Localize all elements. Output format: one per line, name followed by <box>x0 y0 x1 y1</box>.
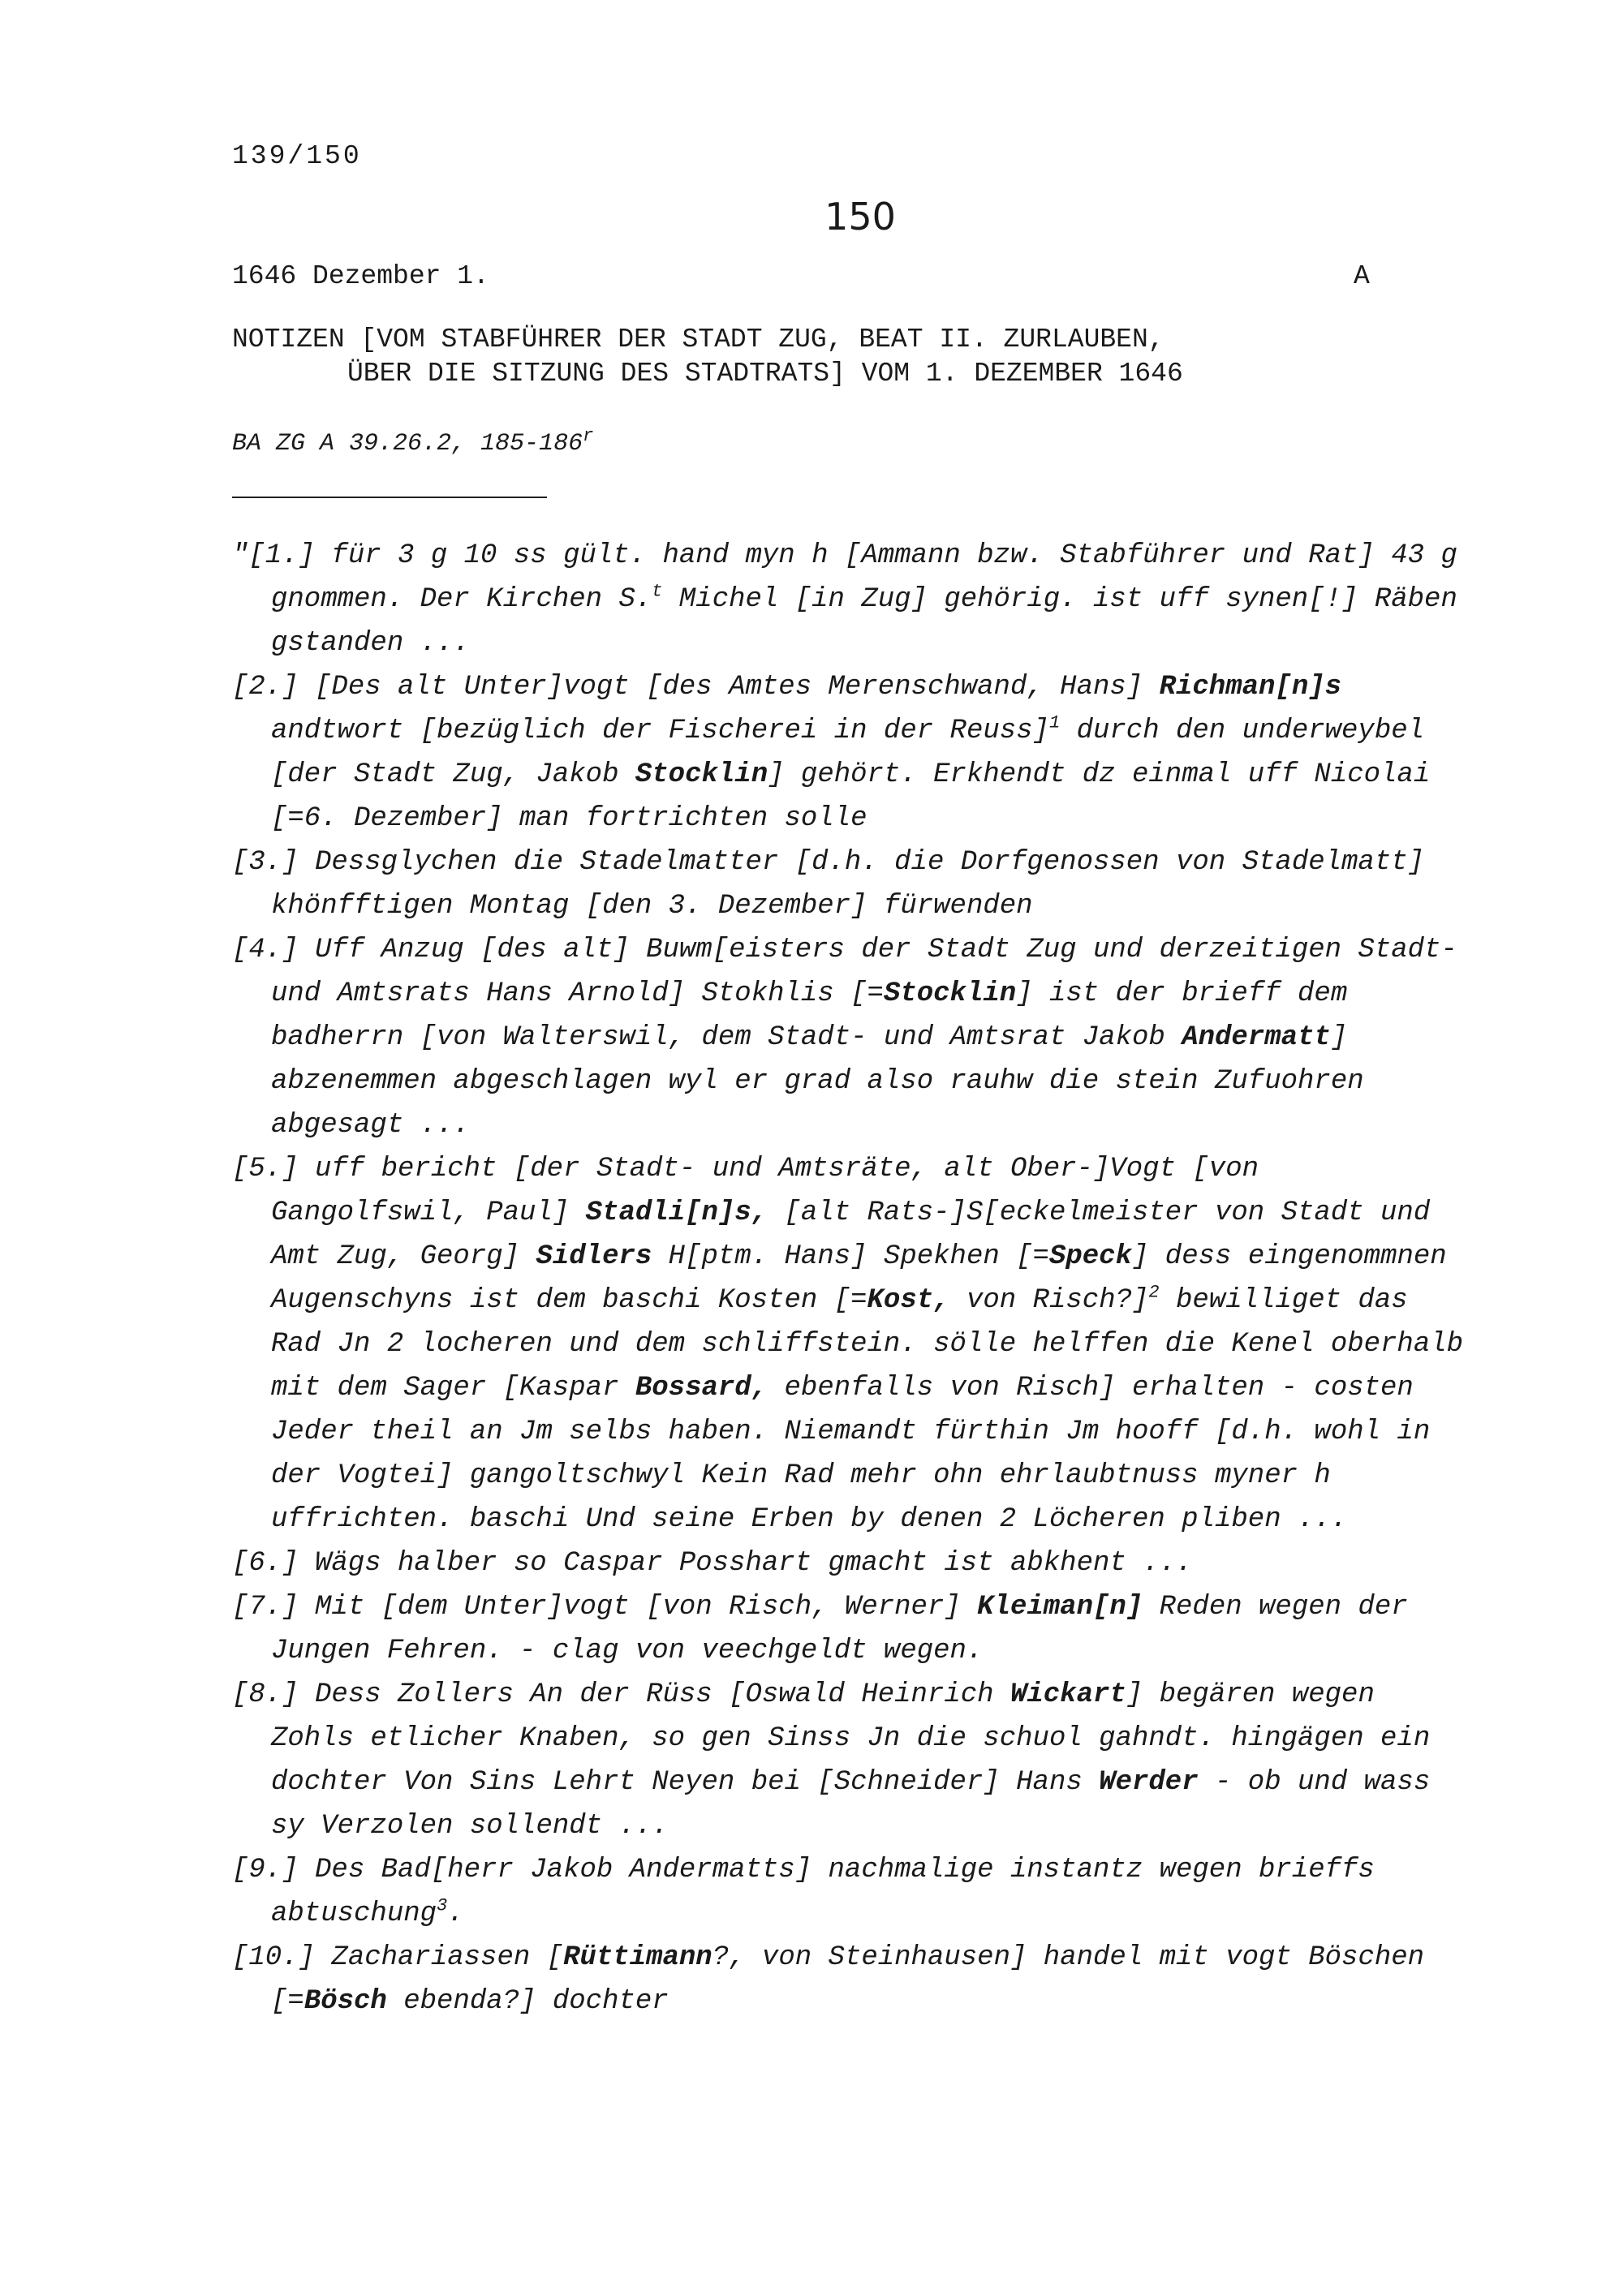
entry-text: H[ptm. Hans] Spekhen [= <box>652 1241 1049 1272</box>
entry-text: [7.] Mit [dem Unter]vogt [von Risch, Werner] <box>232 1592 978 1623</box>
title-line-1: NOTIZEN [VOM STABFÜHRER DER STADT ZUG, BEAT II. ZURLAUBEN, <box>232 325 1165 355</box>
name-highlight: Wickart <box>1010 1679 1126 1710</box>
entry-8 <box>232 1673 1474 1848</box>
entry-6 <box>232 1541 1474 1585</box>
separator-rule <box>232 497 547 498</box>
name-highlight: Richman[n]s <box>1159 672 1342 703</box>
entry-text: [2.] [Des alt Unter]vogt [des Amtes Merenschwand, Hans] <box>232 672 1160 703</box>
entry-text: von Risch?] <box>949 1285 1149 1316</box>
name-highlight: Rüttimann <box>563 1942 712 1973</box>
entry-text: Michel [in Zug] gehörig. ist uff synen[!] Räben gstanden ... <box>271 584 1457 659</box>
transcription-body <box>232 534 1474 2023</box>
entry-2 <box>232 665 1474 841</box>
entry-text: "[1.] für 3 g 10 ss gült. hand myn h [Ammann bzw. Stabführer und Rat] 43 g gnommen. Der Kirchen S. <box>232 540 1457 615</box>
entry-9 <box>232 1848 1474 1936</box>
entry-text: [9.] Des Bad[herr Jakob Andermatts] nachmalige instantz wegen brieffs abtuschung <box>232 1855 1375 1929</box>
entry-text: durch den underweybel [der Stadt Zug, Jakob <box>271 716 1425 790</box>
footnote-ref: 1 <box>1048 712 1061 733</box>
name-highlight: Kleiman[n] <box>977 1592 1143 1623</box>
page-id: 139/150 <box>232 141 362 171</box>
title-line-2: ÜBER DIE SITZUNG DES STADTRATS] VOM 1. DEZEMBER 1646 <box>347 359 1183 389</box>
entry-text: Reden wegen der Jungen Fehren. - clag von veechgeldt wegen. <box>271 1592 1408 1666</box>
entry-text: [alt Rats-]S[eckelmeister von Stadt und Amt Zug, Georg] <box>271 1197 1431 1272</box>
document-number: 150 <box>824 195 896 239</box>
name-highlight: Sidlers <box>536 1241 652 1272</box>
footnote-ref: 3 <box>437 1895 448 1916</box>
document-date: 1646 Dezember 1. <box>232 261 489 291</box>
entry-text: ebenfalls von Risch] erhalten - costen Jeder theil an Jm selbs haben. Niemandt fürthin Jm hooff [d.h. wohl in der Vogtei] gangoltschwyl Kein Rad mehr ohn ehrlaubtnuss myner h uffrichten. baschi Und seine Erben by denen 2 Löcheren pliben ... <box>271 1373 1431 1535</box>
footnote-ref: t <box>652 581 663 602</box>
entry-10 <box>232 1936 1474 2023</box>
entry-text: [4.] Uff Anzug [des alt] Buwm[eisters der Stadt Zug und derzeitigen Stadt- und Amtsrats Hans Arnold] Stokhlis [= <box>232 935 1457 1009</box>
entry-text: [8.] Dess Zollers An der Rüss [Oswald Heinrich <box>232 1679 1010 1710</box>
entry-text: ebenda?] dochter <box>386 1986 669 2017</box>
entry-4 <box>232 928 1474 1147</box>
name-highlight: Kost, <box>867 1285 950 1316</box>
entry-text: [3.] Dessglychen die Stadelmatter [d.h. die Dorfgenossen von Stadelmatt] khönfftigen Montag [den 3. Dezember] fürwenden <box>232 847 1425 922</box>
name-highlight: Stocklin <box>883 978 1017 1009</box>
source-superscript: r <box>583 426 594 446</box>
entry-text: - ob und wass sy Verzolen sollendt ... <box>271 1767 1431 1842</box>
name-highlight: Stadli[n]s, <box>585 1197 768 1228</box>
entry-text: [5.] uff bericht [der Stadt- und Amtsräte, alt Ober-]Vogt [von Gangolfswil, Paul] <box>232 1154 1259 1228</box>
entry-3 <box>232 841 1474 928</box>
document-classification: A <box>1354 261 1370 291</box>
entry-text: bewilliget das Rad Jn 2 locheren und dem schliffstein. sölle helffen die Kenel oberhalb mit dem Sager [Kaspar <box>271 1285 1464 1404</box>
name-highlight: Speck <box>1048 1241 1132 1272</box>
entry-text: ] abzenemmen abgeschlagen wyl er grad also rauhw die stein Zufuohren abgesagt ... <box>271 1022 1364 1141</box>
name-highlight: Bossard, <box>635 1373 768 1404</box>
entry-text: ] ist der brieff dem badherrn [von Walterswil, dem Stadt- und Amtsrat Jakob <box>271 978 1348 1053</box>
footnote-ref: 2 <box>1148 1282 1160 1303</box>
entry-text: [10.] Zachariassen [ <box>232 1942 564 1973</box>
entry-text: [6.] Wägs halber so Caspar Posshart gmacht ist abkhent ... <box>232 1548 1193 1579</box>
entry-text: ] dess eingenommnen Augenschyns ist dem baschi Kosten [= <box>271 1241 1447 1316</box>
name-highlight: Stocklin <box>635 759 768 790</box>
document-title <box>232 323 1393 391</box>
name-highlight: Andermatt <box>1182 1022 1331 1053</box>
entry-5 <box>232 1147 1474 1541</box>
source-text: BA ZG A 39.26.2, 185-186 <box>232 430 583 458</box>
name-highlight: Bösch <box>304 1986 387 2017</box>
entry-text: ] begären wegen Zohls etlicher Knaben, so gen Sinss Jn die schuol gahndt. hingägen ein dochter Von Sins Lehrt Neyen bei [Schneider] Hans <box>271 1679 1431 1798</box>
entry-7 <box>232 1585 1474 1673</box>
source-reference <box>232 426 593 458</box>
entry-1 <box>232 534 1474 665</box>
entry-text: andtwort [bezüglich der Fischerei in der Reuss] <box>271 716 1049 746</box>
entry-text: ?, von Steinhausen] handel mit vogt Böschen [= <box>271 1942 1425 2017</box>
entry-text: . <box>447 1898 464 1929</box>
entry-text: ] gehört. Erkhendt dz einmal uff Nicolai [=6. Dezember] man fortrichten solle <box>271 759 1431 834</box>
name-highlight: Werder <box>1099 1767 1199 1798</box>
